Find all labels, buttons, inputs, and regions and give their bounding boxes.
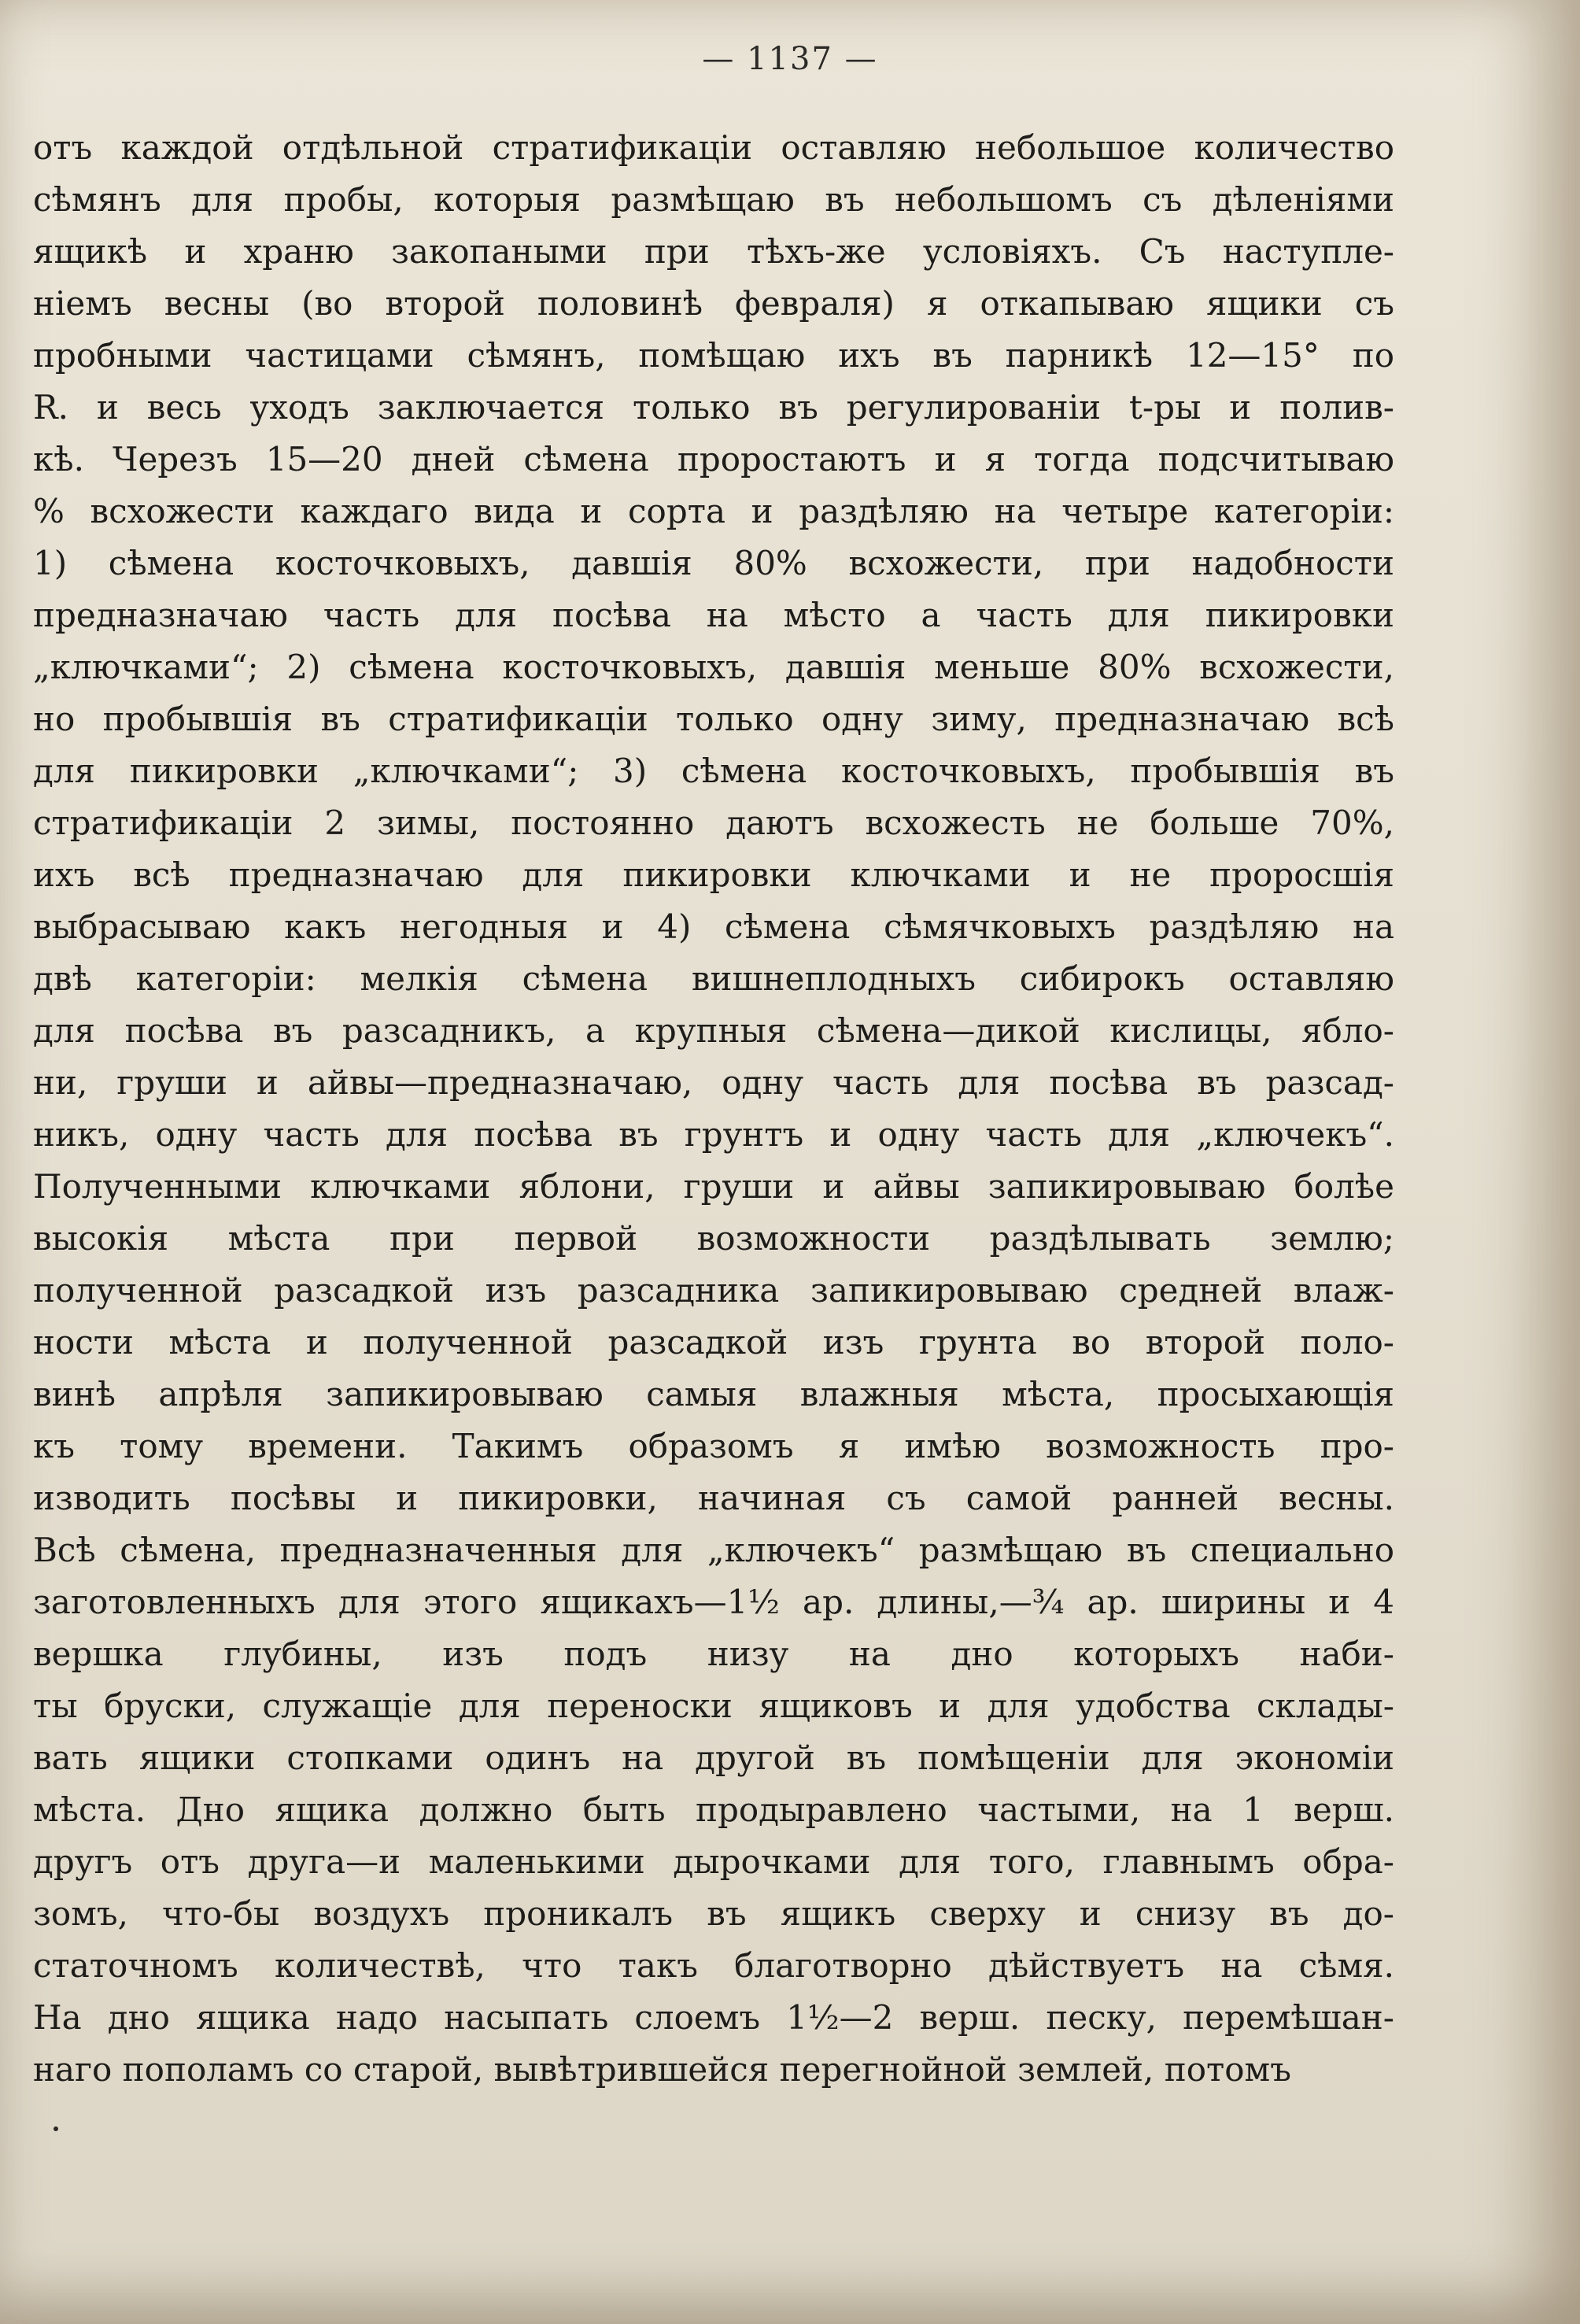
text-line: стратификаціи 2 зимы, постоянно даютъ всхожесть не больше 70%,	[33, 804, 1394, 842]
text-line: R. и весь уходъ заключается только въ регулированіи t-ры и полив-	[33, 388, 1394, 427]
text-line: „ключками“; 2) сѣмена косточковыхъ, давшія меньше 80% всхожести,	[33, 648, 1394, 686]
text-line: выбрасываю какъ негодныя и 4) сѣмена сѣмячковыхъ раздѣляю на	[33, 907, 1394, 946]
text-line: Полученными ключками яблони, груши и айвы запикировываю болѣе	[33, 1167, 1394, 1206]
text-line: мѣста. Дно ящика должно быть продыравлено частыми, на 1 верш.	[33, 1790, 1394, 1829]
text-line: но пробывшія въ стратификаціи только одну зиму, предназначаю всѣ	[33, 700, 1394, 738]
text-line: другъ отъ друга—и маленькими дырочками для того, главнымъ обра-	[33, 1842, 1394, 1881]
text-line: ихъ всѣ предназначаю для пикировки ключками и не проросшія	[33, 855, 1394, 894]
text-line: заготовленныхъ для этого ящикахъ—1½ ар. длины,—¾ ар. ширины и 4	[33, 1583, 1394, 1621]
text-line: ніемъ весны (во второй половинѣ февраля) я откапываю ящики съ	[33, 284, 1394, 323]
body-text	[33, 122, 1394, 2096]
text-line: къ тому времени. Такимъ образомъ я имѣю возможность про-	[33, 1427, 1394, 1465]
text-line: высокія мѣста при первой возможности раздѣлывать землю;	[33, 1219, 1394, 1258]
text-line: ты бруски, служащіе для переноски ящиковъ и для удобства склады-	[33, 1687, 1394, 1725]
text-line: изводить посѣвы и пикировки, начиная съ самой ранней весны.	[33, 1479, 1394, 1517]
text-line: наго пополамъ со старой, вывѣтрившейся перегнойной землей, потомъ	[33, 2050, 1291, 2089]
text-line: вершка глубины, изъ подъ низу на дно которыхъ наби-	[33, 1635, 1394, 1673]
text-line: 1) сѣмена косточковыхъ, давшія 80% всхожести, при надобности	[33, 544, 1394, 582]
page-number-header: — 1137 —	[702, 41, 878, 77]
text-line: На дно ящика надо насыпать слоемъ 1½—2 верш. песку, перемѣшан-	[33, 1998, 1394, 2037]
text-line: двѣ категоріи: мелкія сѣмена вишнеплодныхъ сибирокъ оставляю	[33, 959, 1394, 998]
text-line: никъ, одну часть для посѣва въ грунтъ и одну часть для „ключекъ“.	[33, 1115, 1394, 1154]
text-line: предназначаю часть для посѣва на мѣсто а часть для пикировки	[33, 596, 1394, 634]
text-line: сѣмянъ для пробы, которыя размѣщаю въ небольшомъ съ дѣленіями	[33, 180, 1394, 219]
text-line: Всѣ сѣмена, предназначенныя для „ключекъ“ размѣщаю въ специально	[33, 1531, 1394, 1569]
text-line: вать ящики стопками одинъ на другой въ помѣщеніи для экономіи	[33, 1738, 1394, 1777]
text-line: винѣ апрѣля запикировываю самыя влажныя мѣста, просыхающія	[33, 1375, 1394, 1413]
text-line: % всхожести каждаго вида и сорта и раздѣляю на четыре категоріи:	[33, 492, 1394, 530]
ink-speck	[54, 2126, 58, 2131]
text-line: полученной разсадкой изъ разсадника запикировываю средней влаж-	[33, 1271, 1394, 1310]
text-line: отъ каждой отдѣльной стратификаціи оставляю небольшое количество	[33, 128, 1394, 167]
text-line: пробными частицами сѣмянъ, помѣщаю ихъ въ парникѣ 12—15° по	[33, 336, 1394, 375]
text-line: для посѣва въ разсадникъ, а крупныя сѣмена—дикой кислицы, ябло-	[33, 1011, 1394, 1050]
text-line: для пикировки „ключками“; 3) сѣмена косточковыхъ, пробывшія въ	[33, 752, 1394, 790]
text-line: ности мѣста и полученной разсадкой изъ грунта во второй поло-	[33, 1323, 1394, 1362]
text-line: ни, груши и айвы—предназначаю, одну часть для посѣва въ разсад-	[33, 1063, 1394, 1102]
text-line: кѣ. Черезъ 15—20 дней сѣмена проростаютъ и я тогда подсчитываю	[33, 440, 1394, 478]
text-line: ящикѣ и храню закопаными при тѣхъ-же условіяхъ. Съ наступле-	[33, 232, 1394, 271]
text-line: статочномъ количествѣ, что такъ благотворно дѣйствуетъ на сѣмя.	[33, 1946, 1394, 1985]
text-line: зомъ, что-бы воздухъ проникалъ въ ящикъ сверху и снизу въ до-	[33, 1894, 1394, 1933]
